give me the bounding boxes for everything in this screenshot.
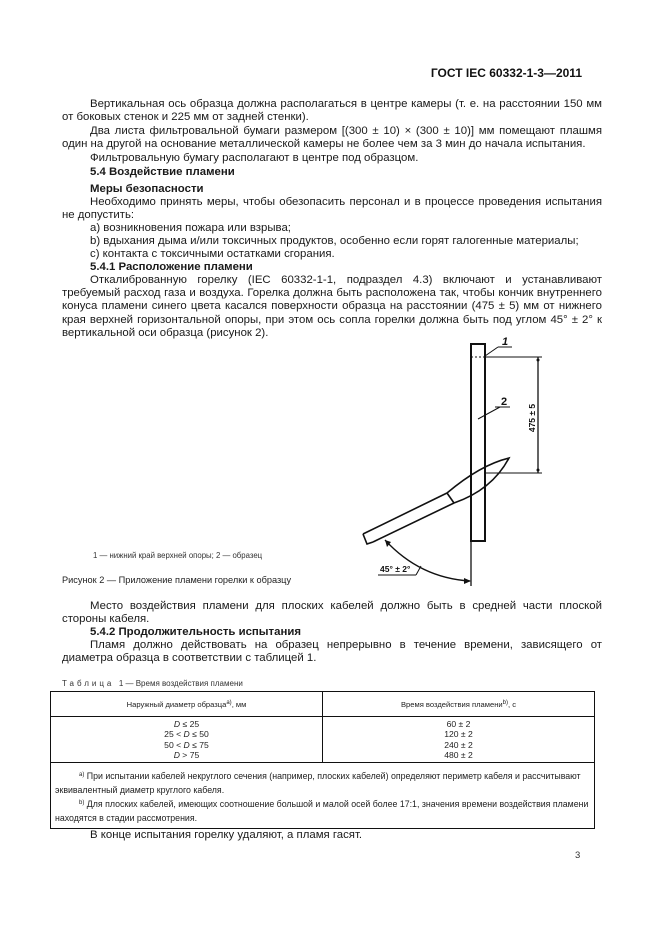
table-notes: [51, 763, 595, 829]
table-title-text: 1 — Время воздействия пламени: [118, 679, 243, 688]
table-row: 240 ± 2: [444, 739, 473, 750]
flame-position-paragraph: Откалиброванную горелку (IEC 60332-1-1, подраздел 4.3) включают и устанавливают требуемый расход газа и воздуха. Горелка должна быть расположена так, чтобы кончик внутреннего конуса пламени синего цвета касался поверхности образца на расстоянии (475 ± 5) мм от нижнего края верхней горизонтальной опоры, при этом ось сопла горелки должна быть под углом 45° ± 2° к вертикальной оси образца (рисунок 2).: [62, 274, 602, 339]
safety-list-item-a: a) возникновения пожара или взрыва;: [90, 222, 291, 234]
section-heading-5-4: 5.4 Воздействие пламени: [90, 166, 235, 178]
figure-label-1: 1: [502, 336, 509, 348]
safety-list-item-c: c) контакта с токсичными остатками сгорания.: [90, 248, 335, 260]
figure-legend: 1 — нижний край верхней опоры; 2 — образец: [93, 551, 263, 560]
table-note-a: $^{a)}$ При испытании кабелей некруглого сечения (например, плоских кабелей) определяют периметр кабеля и рассчитывают эквивалентный диаметр круглого кабеля.: [55, 771, 581, 795]
table-header-diameter: Наружный диаметр образца$^{a)}$, мм: [51, 692, 323, 717]
test-duration-paragraph: Пламя должно действовать на образец непрерывно в течение времени, зависящего от диаметра образца в соответствии с таблицей 1.: [62, 639, 602, 665]
safety-heading: Меры безопасности: [90, 183, 204, 195]
figure-label-2: 2: [501, 396, 508, 408]
table-header-time: Время воздействия пламени$^{b)}$, с: [323, 692, 595, 717]
intro-paragraph-3: Фильтровальную бумагу располагают в центре под образцом.: [90, 152, 419, 164]
angle-label: 45° ± 2°: [380, 564, 411, 574]
burner-application-diagram: [340, 330, 580, 590]
safety-list-item-b: b) вдыхания дыма и/или токсичных продуктов, особенно если горят галогенные материалы;: [90, 235, 579, 247]
specimen-shape: [471, 344, 485, 541]
intro-paragraph-1: Вертикальная ось образца должна располагаться в центре камеры (т. е. на расстоянии 150 мм от боковых стенок и 225 мм от задней стенки).: [62, 98, 602, 124]
intro-paragraph-2: Два листа фильтровальной бумаги размером [(300 ± 10) × (300 ± 10)] мм помещают плашмя один на другой на основание металлической камеры не более чем за 3 мин до начала испытания.: [62, 125, 602, 151]
closing-paragraph: В конце испытания горелку удаляют, а пламя гасят.: [90, 829, 363, 841]
table-row: 120 ± 2: [444, 729, 473, 740]
document-header-code: ГОСТ IEC 60332-1-3—2011: [430, 66, 582, 80]
table-title-prefix: Таблица: [62, 679, 115, 688]
table-row: 480 ± 2: [444, 749, 473, 760]
figure-caption: Рисунок 2 — Приложение пламени горелки к образцу: [62, 575, 292, 585]
safety-paragraph: Необходимо принять меры, чтобы обезопасить персонал и в процессе проведения испытания не допустить:: [62, 196, 602, 222]
section-heading-5-4-2: 5.4.2 Продолжительность испытания: [90, 626, 301, 638]
table-note-b: $^{b)}$ Для плоских кабелей, имеющих соотношение большой и малой осей более 17:1, значения времени воздействия пламени находятся в стадии рассмотрения.: [55, 799, 589, 823]
table-title: [62, 679, 243, 688]
table-row: 60 ± 2: [446, 718, 471, 729]
page-number: 3: [575, 850, 581, 861]
flat-cable-paragraph: Место воздействия пламени для плоских кабелей должно быть в средней части плоской стороны кабеля.: [62, 600, 602, 626]
flame-time-table: [50, 691, 595, 829]
table-cell-diameters: [51, 717, 323, 763]
table-body-row: [51, 717, 595, 763]
table-row: D > 75: [173, 749, 200, 760]
flame-cone: [447, 458, 509, 503]
table-row: D ≤ 25: [173, 718, 200, 729]
table-row: 50 < D ≤ 75: [164, 739, 209, 750]
table-header-row: [51, 692, 595, 717]
table-notes-row: [51, 763, 595, 829]
table-cell-times: [323, 717, 595, 763]
table-row: 25 < D ≤ 50: [164, 729, 209, 740]
dimension-label: 475 ± 5: [527, 403, 537, 433]
burner-tube: [363, 534, 373, 544]
section-heading-5-4-1: 5.4.1 Расположение пламени: [90, 261, 253, 273]
